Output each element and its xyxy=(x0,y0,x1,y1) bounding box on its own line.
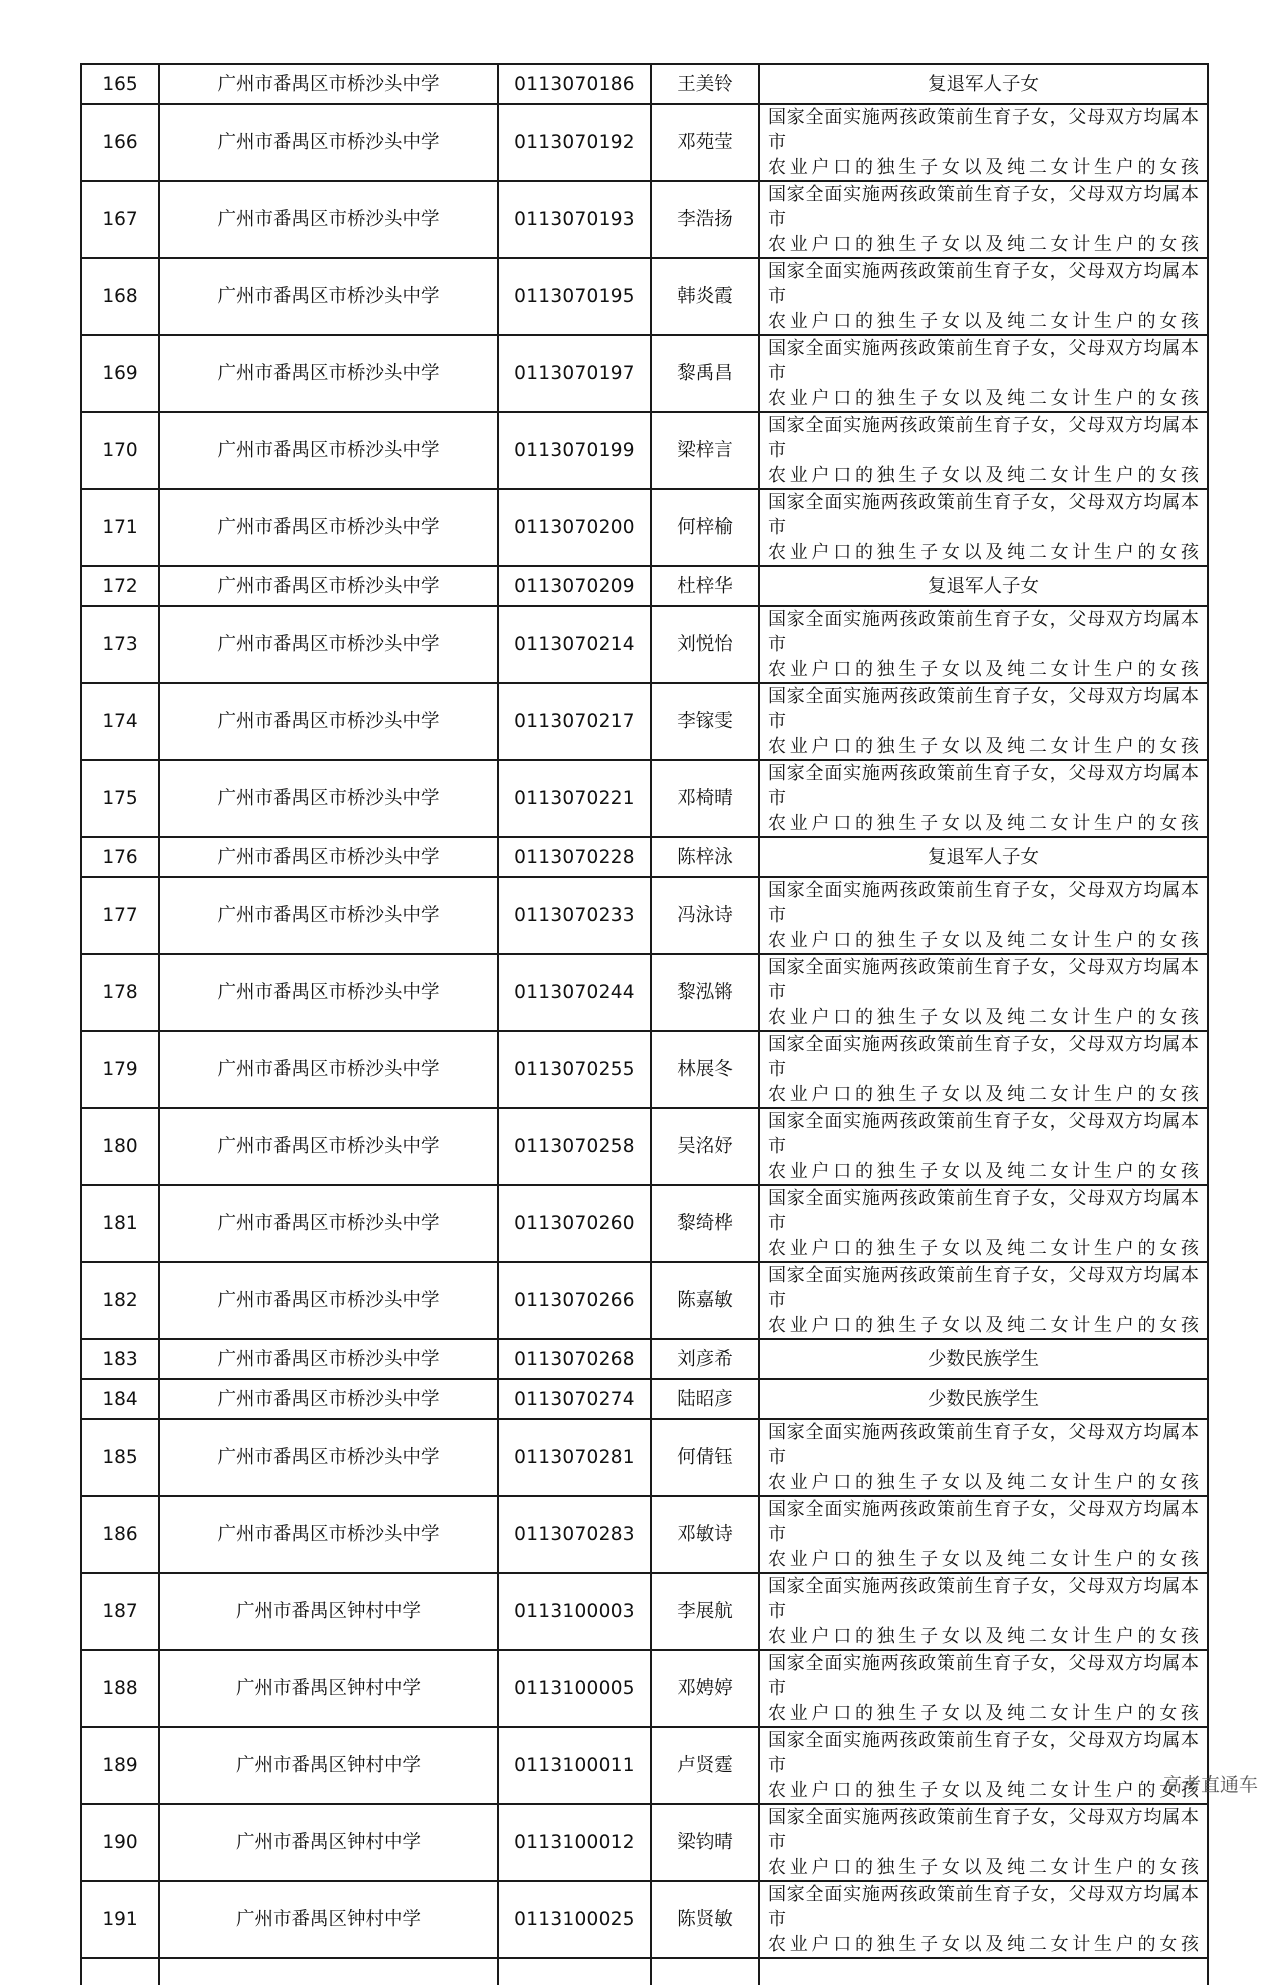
school-name-cell: 广州市番禺区市桥沙头中学 xyxy=(159,566,498,606)
row-number-cell: 178 xyxy=(81,954,159,1031)
category-cell: 国家全面实施两孩政策前生育子女，父母双方均属本市 农业户口的独生子女以及纯二女计生户的女孩 xyxy=(759,1108,1208,1185)
row-number-cell: 183 xyxy=(81,1339,159,1379)
table-row xyxy=(81,1650,1208,1727)
table-body xyxy=(81,64,1208,1985)
school-name-cell: 广州市番禺区市桥沙头中学 xyxy=(159,335,498,412)
registration-id-cell: 0113070258 xyxy=(498,1108,651,1185)
empty-trailing-row xyxy=(81,1958,1208,1985)
school-name-cell: 广州市番禺区市桥沙头中学 xyxy=(159,760,498,837)
table-row xyxy=(81,489,1208,566)
school-name-cell: 广州市番禺区钟村中学 xyxy=(159,1881,498,1958)
category-cell: 国家全面实施两孩政策前生育子女，父母双方均属本市 农业户口的独生子女以及纯二女计生户的女孩 xyxy=(759,954,1208,1031)
student-name-cell: 冯泳诗 xyxy=(651,877,759,954)
registration-id-cell: 0113070260 xyxy=(498,1185,651,1262)
registration-id-cell: 0113100003 xyxy=(498,1573,651,1650)
table-row xyxy=(81,412,1208,489)
table-row xyxy=(81,954,1208,1031)
school-name-cell: 广州市番禺区市桥沙头中学 xyxy=(159,1185,498,1262)
row-number-cell: 170 xyxy=(81,412,159,489)
row-number-cell: 191 xyxy=(81,1881,159,1958)
category-cell: 国家全面实施两孩政策前生育子女，父母双方均属本市 农业户口的独生子女以及纯二女计生户的女孩 xyxy=(759,760,1208,837)
table-row xyxy=(81,1804,1208,1881)
row-number-cell: 179 xyxy=(81,1031,159,1108)
category-cell: 国家全面实施两孩政策前生育子女，父母双方均属本市 农业户口的独生子女以及纯二女计生户的女孩 xyxy=(759,1185,1208,1262)
category-cell: 国家全面实施两孩政策前生育子女，父母双方均属本市 农业户口的独生子女以及纯二女计生户的女孩 xyxy=(759,104,1208,181)
row-number-cell: 186 xyxy=(81,1496,159,1573)
category-cell: 国家全面实施两孩政策前生育子女，父母双方均属本市 农业户口的独生子女以及纯二女计生户的女孩 xyxy=(759,683,1208,760)
row-number-cell: 185 xyxy=(81,1419,159,1496)
student-name-cell: 黎绮桦 xyxy=(651,1185,759,1262)
table-row xyxy=(81,104,1208,181)
row-number-cell: 165 xyxy=(81,64,159,104)
registration-id-cell: 0113100012 xyxy=(498,1804,651,1881)
school-name-cell: 广州市番禺区钟村中学 xyxy=(159,1727,498,1804)
row-number-cell: 166 xyxy=(81,104,159,181)
student-name-cell: 陈贤敏 xyxy=(651,1881,759,1958)
row-number-cell: 174 xyxy=(81,683,159,760)
table-row xyxy=(81,1379,1208,1419)
row-number-cell: 189 xyxy=(81,1727,159,1804)
school-name-cell: 广州市番禺区市桥沙头中学 xyxy=(159,683,498,760)
registration-id-cell: 0113070209 xyxy=(498,566,651,606)
table-row xyxy=(81,1496,1208,1573)
watermark-text: 高考直通车 xyxy=(1162,1774,1258,1796)
registration-id-cell: 0113070186 xyxy=(498,64,651,104)
row-number-cell: 177 xyxy=(81,877,159,954)
category-cell: 少数民族学生 xyxy=(759,1339,1208,1379)
student-name-cell: 杜梓华 xyxy=(651,566,759,606)
registration-id-cell: 0113070192 xyxy=(498,104,651,181)
row-number-cell: 172 xyxy=(81,566,159,606)
school-name-cell: 广州市番禺区市桥沙头中学 xyxy=(159,1379,498,1419)
student-name-cell: 邓敏诗 xyxy=(651,1496,759,1573)
empty-cell xyxy=(759,1958,1208,1985)
student-name-cell: 李浩扬 xyxy=(651,181,759,258)
row-number-cell: 180 xyxy=(81,1108,159,1185)
student-name-cell: 陈嘉敏 xyxy=(651,1262,759,1339)
school-name-cell: 广州市番禺区市桥沙头中学 xyxy=(159,1262,498,1339)
school-name-cell: 广州市番禺区市桥沙头中学 xyxy=(159,1031,498,1108)
student-name-cell: 林展冬 xyxy=(651,1031,759,1108)
table-row xyxy=(81,606,1208,683)
registration-id-cell: 0113070281 xyxy=(498,1419,651,1496)
row-number-cell: 173 xyxy=(81,606,159,683)
category-cell: 国家全面实施两孩政策前生育子女，父母双方均属本市 农业户口的独生子女以及纯二女计生户的女孩 xyxy=(759,181,1208,258)
student-name-cell: 陆昭彦 xyxy=(651,1379,759,1419)
category-cell: 国家全面实施两孩政策前生育子女，父母双方均属本市 农业户口的独生子女以及纯二女计生户的女孩 xyxy=(759,1881,1208,1958)
registration-id-cell: 0113070268 xyxy=(498,1339,651,1379)
student-name-cell: 何倩钰 xyxy=(651,1419,759,1496)
school-name-cell: 广州市番禺区钟村中学 xyxy=(159,1650,498,1727)
row-number-cell: 190 xyxy=(81,1804,159,1881)
row-number-cell: 168 xyxy=(81,258,159,335)
admission-list-table xyxy=(80,63,1209,1985)
category-cell: 少数民族学生 xyxy=(759,1379,1208,1419)
table-row xyxy=(81,877,1208,954)
table-row xyxy=(81,64,1208,104)
category-cell: 复退军人子女 xyxy=(759,837,1208,877)
student-name-cell: 黎泓锵 xyxy=(651,954,759,1031)
table-row xyxy=(81,258,1208,335)
registration-id-cell: 0113070274 xyxy=(498,1379,651,1419)
student-name-cell: 邓苑莹 xyxy=(651,104,759,181)
category-cell: 国家全面实施两孩政策前生育子女，父母双方均属本市 农业户口的独生子女以及纯二女计生户的女孩 xyxy=(759,1573,1208,1650)
student-name-cell: 卢贤霆 xyxy=(651,1727,759,1804)
school-name-cell: 广州市番禺区市桥沙头中学 xyxy=(159,837,498,877)
student-name-cell: 陈梓泳 xyxy=(651,837,759,877)
registration-id-cell: 0113070233 xyxy=(498,877,651,954)
row-number-cell: 171 xyxy=(81,489,159,566)
student-name-cell: 刘彦希 xyxy=(651,1339,759,1379)
registration-id-cell: 0113100025 xyxy=(498,1881,651,1958)
row-number-cell: 169 xyxy=(81,335,159,412)
student-name-cell: 黎禹昌 xyxy=(651,335,759,412)
school-name-cell: 广州市番禺区市桥沙头中学 xyxy=(159,181,498,258)
table-row xyxy=(81,1031,1208,1108)
category-cell: 国家全面实施两孩政策前生育子女，父母双方均属本市 农业户口的独生子女以及纯二女计生户的女孩 xyxy=(759,1262,1208,1339)
category-cell: 复退军人子女 xyxy=(759,566,1208,606)
student-name-cell: 刘悦怡 xyxy=(651,606,759,683)
table-row xyxy=(81,760,1208,837)
registration-id-cell: 0113070228 xyxy=(498,837,651,877)
school-name-cell: 广州市番禺区钟村中学 xyxy=(159,1573,498,1650)
category-cell: 国家全面实施两孩政策前生育子女，父母双方均属本市 农业户口的独生子女以及纯二女计生户的女孩 xyxy=(759,335,1208,412)
student-name-cell: 何梓榆 xyxy=(651,489,759,566)
category-cell: 国家全面实施两孩政策前生育子女，父母双方均属本市 农业户口的独生子女以及纯二女计生户的女孩 xyxy=(759,877,1208,954)
registration-id-cell: 0113070244 xyxy=(498,954,651,1031)
row-number-cell: 176 xyxy=(81,837,159,877)
student-name-cell: 王美铃 xyxy=(651,64,759,104)
row-number-cell: 184 xyxy=(81,1379,159,1419)
category-cell: 国家全面实施两孩政策前生育子女，父母双方均属本市 农业户口的独生子女以及纯二女计生户的女孩 xyxy=(759,1419,1208,1496)
row-number-cell: 188 xyxy=(81,1650,159,1727)
empty-cell xyxy=(651,1958,759,1985)
school-name-cell: 广州市番禺区市桥沙头中学 xyxy=(159,258,498,335)
table-row xyxy=(81,335,1208,412)
school-name-cell: 广州市番禺区钟村中学 xyxy=(159,1804,498,1881)
category-cell: 国家全面实施两孩政策前生育子女，父母双方均属本市 农业户口的独生子女以及纯二女计生户的女孩 xyxy=(759,489,1208,566)
registration-id-cell: 0113070255 xyxy=(498,1031,651,1108)
category-cell: 复退军人子女 xyxy=(759,64,1208,104)
registration-id-cell: 0113070199 xyxy=(498,412,651,489)
registration-id-cell: 0113070193 xyxy=(498,181,651,258)
school-name-cell: 广州市番禺区市桥沙头中学 xyxy=(159,1108,498,1185)
row-number-cell: 187 xyxy=(81,1573,159,1650)
category-cell: 国家全面实施两孩政策前生育子女，父母双方均属本市 农业户口的独生子女以及纯二女计生户的女孩 xyxy=(759,1650,1208,1727)
registration-id-cell: 0113070217 xyxy=(498,683,651,760)
empty-cell xyxy=(159,1958,498,1985)
registration-id-cell: 0113070197 xyxy=(498,335,651,412)
registration-id-cell: 0113070283 xyxy=(498,1496,651,1573)
row-number-cell: 167 xyxy=(81,181,159,258)
student-name-cell: 李展航 xyxy=(651,1573,759,1650)
table-row xyxy=(81,1339,1208,1379)
category-cell: 国家全面实施两孩政策前生育子女，父母双方均属本市 农业户口的独生子女以及纯二女计生户的女孩 xyxy=(759,1031,1208,1108)
category-cell: 国家全面实施两孩政策前生育子女，父母双方均属本市 农业户口的独生子女以及纯二女计生户的女孩 xyxy=(759,258,1208,335)
registration-id-cell: 0113070200 xyxy=(498,489,651,566)
table-row xyxy=(81,683,1208,760)
empty-cell xyxy=(498,1958,651,1985)
registration-id-cell: 0113070266 xyxy=(498,1262,651,1339)
school-name-cell: 广州市番禺区市桥沙头中学 xyxy=(159,64,498,104)
school-name-cell: 广州市番禺区市桥沙头中学 xyxy=(159,1419,498,1496)
registration-id-cell: 0113070195 xyxy=(498,258,651,335)
registration-id-cell: 0113100011 xyxy=(498,1727,651,1804)
category-cell: 国家全面实施两孩政策前生育子女，父母双方均属本市 农业户口的独生子女以及纯二女计生户的女孩 xyxy=(759,1496,1208,1573)
student-name-cell: 梁钧晴 xyxy=(651,1804,759,1881)
registration-id-cell: 0113070221 xyxy=(498,760,651,837)
student-name-cell: 吴洺妤 xyxy=(651,1108,759,1185)
student-name-cell: 梁梓言 xyxy=(651,412,759,489)
student-name-cell: 李镓雯 xyxy=(651,683,759,760)
student-name-cell: 邓娉婷 xyxy=(651,1650,759,1727)
table-row xyxy=(81,1108,1208,1185)
table-row xyxy=(81,1262,1208,1339)
category-cell: 国家全面实施两孩政策前生育子女，父母双方均属本市 农业户口的独生子女以及纯二女计生户的女孩 xyxy=(759,606,1208,683)
table-row xyxy=(81,1185,1208,1262)
school-name-cell: 广州市番禺区市桥沙头中学 xyxy=(159,877,498,954)
registration-id-cell: 0113070214 xyxy=(498,606,651,683)
table-row xyxy=(81,1573,1208,1650)
student-name-cell: 韩炎霞 xyxy=(651,258,759,335)
table-row xyxy=(81,566,1208,606)
school-name-cell: 广州市番禺区市桥沙头中学 xyxy=(159,489,498,566)
table-row xyxy=(81,1881,1208,1958)
school-name-cell: 广州市番禺区市桥沙头中学 xyxy=(159,1496,498,1573)
table-row xyxy=(81,181,1208,258)
row-number-cell: 181 xyxy=(81,1185,159,1262)
school-name-cell: 广州市番禺区市桥沙头中学 xyxy=(159,954,498,1031)
school-name-cell: 广州市番禺区市桥沙头中学 xyxy=(159,104,498,181)
empty-cell xyxy=(81,1958,159,1985)
student-name-cell: 邓椅晴 xyxy=(651,760,759,837)
row-number-cell: 175 xyxy=(81,760,159,837)
registration-id-cell: 0113100005 xyxy=(498,1650,651,1727)
table-row xyxy=(81,1419,1208,1496)
category-cell: 国家全面实施两孩政策前生育子女，父母双方均属本市 农业户口的独生子女以及纯二女计生户的女孩 xyxy=(759,1804,1208,1881)
row-number-cell: 182 xyxy=(81,1262,159,1339)
table-row xyxy=(81,1727,1208,1804)
table-row xyxy=(81,837,1208,877)
school-name-cell: 广州市番禺区市桥沙头中学 xyxy=(159,606,498,683)
category-cell: 国家全面实施两孩政策前生育子女，父母双方均属本市 农业户口的独生子女以及纯二女计生户的女孩 xyxy=(759,412,1208,489)
category-cell: 国家全面实施两孩政策前生育子女，父母双方均属本市 农业户口的独生子女以及纯二女计生户的女孩 xyxy=(759,1727,1208,1804)
school-name-cell: 广州市番禺区市桥沙头中学 xyxy=(159,1339,498,1379)
school-name-cell: 广州市番禺区市桥沙头中学 xyxy=(159,412,498,489)
